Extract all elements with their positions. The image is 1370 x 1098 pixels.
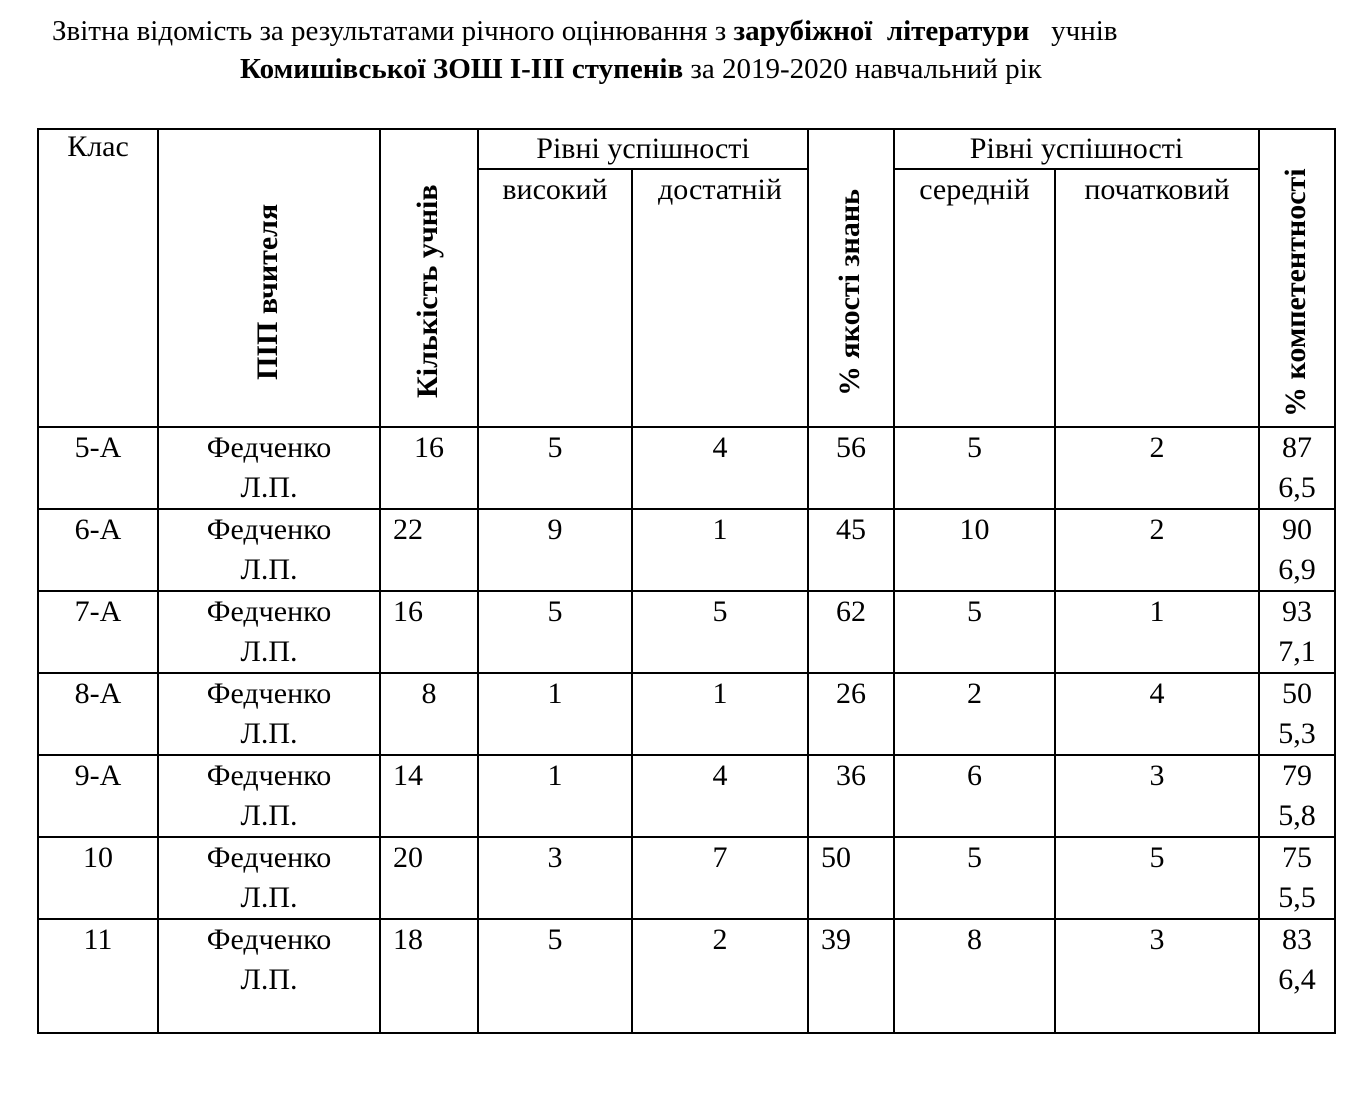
teacher-surname: Федченко — [206, 513, 332, 546]
cell-teacher — [158, 427, 380, 509]
teacher-initials: Л.П. — [240, 799, 298, 832]
teacher-surname: Федченко — [206, 923, 332, 956]
results-table — [37, 128, 1336, 1034]
cell-sufficient: 1 — [632, 509, 808, 591]
cell-sufficient: 4 — [632, 427, 808, 509]
average-score: 6,4 — [1278, 963, 1316, 996]
header-count — [380, 129, 478, 427]
header-klas: Клас — [38, 129, 158, 427]
competence-percent: 87 — [1282, 431, 1313, 464]
table-row — [38, 755, 1335, 837]
cell-quality: 26 — [808, 673, 894, 755]
teacher-initials: Л.П. — [240, 881, 298, 914]
cell-initial: 5 — [1055, 837, 1259, 919]
cell-klas: 6-А — [38, 509, 158, 591]
table-row — [38, 837, 1335, 919]
header-quality-label: % якості знань — [833, 189, 867, 396]
title-line-1 — [52, 12, 1117, 50]
cell-klas: 8-А — [38, 673, 158, 755]
teacher-initials: Л.П. — [240, 553, 298, 586]
cell-initial: 1 — [1055, 591, 1259, 673]
cell-high: 9 — [478, 509, 632, 591]
teacher-surname: Федченко — [206, 431, 332, 464]
cell-quality: 56 — [808, 427, 894, 509]
cell-count: 20 — [380, 837, 478, 919]
table-row — [38, 509, 1335, 591]
table-row — [38, 919, 1335, 1033]
cell-competence — [1259, 837, 1335, 919]
cell-quality: 62 — [808, 591, 894, 673]
cell-competence — [1259, 673, 1335, 755]
cell-sufficient: 7 — [632, 837, 808, 919]
cell-teacher — [158, 509, 380, 591]
average-score: 7,1 — [1278, 635, 1316, 668]
cell-quality: 50 — [808, 837, 894, 919]
header-initial: початковий — [1055, 169, 1259, 427]
title-line-2 — [240, 50, 1042, 88]
cell-teacher — [158, 591, 380, 673]
cell-middle: 10 — [894, 509, 1055, 591]
cell-klas: 10 — [38, 837, 158, 919]
title-school: Комишівської ЗОШ І-ІІІ ступенів — [240, 53, 684, 85]
cell-high: 5 — [478, 427, 632, 509]
cell-middle: 2 — [894, 673, 1055, 755]
header-teacher — [158, 129, 380, 427]
cell-competence — [1259, 591, 1335, 673]
cell-high: 5 — [478, 591, 632, 673]
cell-klas: 11 — [38, 919, 158, 1033]
header-count-label: Кількість учнів — [411, 184, 444, 398]
cell-sufficient: 1 — [632, 673, 808, 755]
cell-sufficient: 2 — [632, 919, 808, 1033]
cell-competence — [1259, 427, 1335, 509]
header-sufficient: достатній — [632, 169, 808, 427]
cell-count: 14 — [380, 755, 478, 837]
teacher-initials: Л.П. — [240, 471, 298, 504]
cell-klas: 5-А — [38, 427, 158, 509]
cell-competence — [1259, 509, 1335, 591]
cell-initial: 4 — [1055, 673, 1259, 755]
cell-count: 22 — [380, 509, 478, 591]
cell-quality: 45 — [808, 509, 894, 591]
competence-percent: 50 — [1282, 677, 1313, 710]
cell-high: 1 — [478, 755, 632, 837]
cell-initial: 2 — [1055, 509, 1259, 591]
cell-middle: 5 — [894, 427, 1055, 509]
cell-middle: 5 — [894, 837, 1055, 919]
header-middle: середній — [894, 169, 1055, 427]
cell-middle: 6 — [894, 755, 1055, 837]
cell-middle: 5 — [894, 591, 1055, 673]
table-row — [38, 591, 1335, 673]
cell-count: 16 — [380, 427, 478, 509]
average-score: 5,3 — [1278, 717, 1316, 750]
cell-klas: 7-А — [38, 591, 158, 673]
header-quality — [808, 129, 894, 427]
header-teacher-label: ПІП вчителя — [251, 203, 284, 380]
average-score: 6,9 — [1278, 553, 1316, 586]
cell-count: 18 — [380, 919, 478, 1033]
cell-teacher — [158, 919, 380, 1033]
cell-count: 8 — [380, 673, 478, 755]
competence-percent: 90 — [1282, 513, 1313, 546]
header-competence-label: % компетентності — [1279, 168, 1313, 417]
cell-high: 3 — [478, 837, 632, 919]
title-text-1: Звітна відомість за результатами річного оцінювання з — [52, 15, 734, 47]
teacher-surname: Федченко — [206, 595, 332, 628]
cell-teacher — [158, 755, 380, 837]
cell-quality: 39 — [808, 919, 894, 1033]
cell-klas: 9-А — [38, 755, 158, 837]
teacher-surname: Федченко — [206, 677, 332, 710]
teacher-surname: Федченко — [206, 759, 332, 792]
cell-competence — [1259, 755, 1335, 837]
teacher-initials: Л.П. — [240, 635, 298, 668]
cell-quality: 36 — [808, 755, 894, 837]
cell-teacher — [158, 673, 380, 755]
cell-sufficient: 5 — [632, 591, 808, 673]
competence-percent: 79 — [1282, 759, 1313, 792]
cell-teacher — [158, 837, 380, 919]
cell-initial: 2 — [1055, 427, 1259, 509]
cell-high: 1 — [478, 673, 632, 755]
cell-count: 16 — [380, 591, 478, 673]
cell-middle: 8 — [894, 919, 1055, 1033]
average-score: 6,5 — [1278, 471, 1316, 504]
average-score: 5,5 — [1278, 881, 1316, 914]
header-levels-1: Рівні успішності — [478, 129, 808, 169]
cell-sufficient: 4 — [632, 755, 808, 837]
teacher-surname: Федченко — [206, 841, 332, 874]
cell-initial: 3 — [1055, 755, 1259, 837]
teacher-initials: Л.П. — [240, 963, 298, 996]
average-score: 5,8 — [1278, 799, 1316, 832]
table-row — [38, 427, 1335, 509]
title-subject: зарубіжної літератури — [733, 15, 1030, 47]
competence-percent: 75 — [1282, 841, 1313, 874]
cell-high: 5 — [478, 919, 632, 1033]
header-competence — [1259, 129, 1335, 427]
title-text-2: учнів — [1029, 15, 1118, 47]
competence-percent: 83 — [1282, 923, 1313, 956]
cell-initial: 3 — [1055, 919, 1259, 1033]
teacher-initials: Л.П. — [240, 717, 298, 750]
table-row — [38, 673, 1335, 755]
title-year: за 2019-2020 навчальний рік — [683, 53, 1042, 85]
header-high: високий — [478, 169, 632, 427]
cell-competence — [1259, 919, 1335, 1033]
competence-percent: 93 — [1282, 595, 1313, 628]
header-levels-2: Рівні успішності — [894, 129, 1259, 169]
